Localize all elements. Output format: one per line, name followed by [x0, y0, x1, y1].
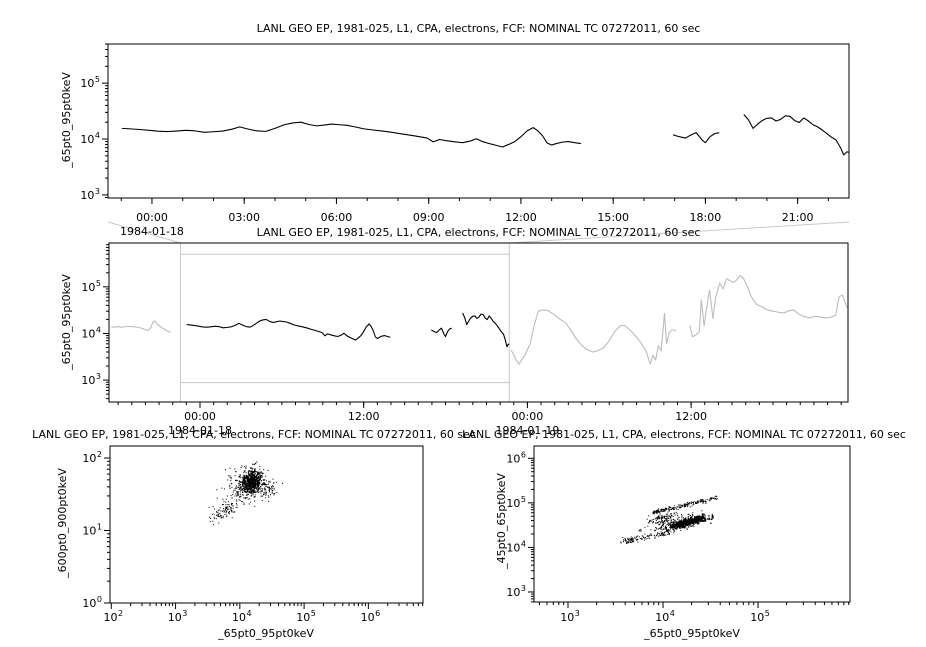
- panel-scatter-left[interactable]: [110, 446, 423, 603]
- context-zoom-box[interactable]: [180, 243, 510, 402]
- panel-top-timeseries[interactable]: [108, 44, 849, 198]
- panel-scatter-right[interactable]: [534, 446, 850, 602]
